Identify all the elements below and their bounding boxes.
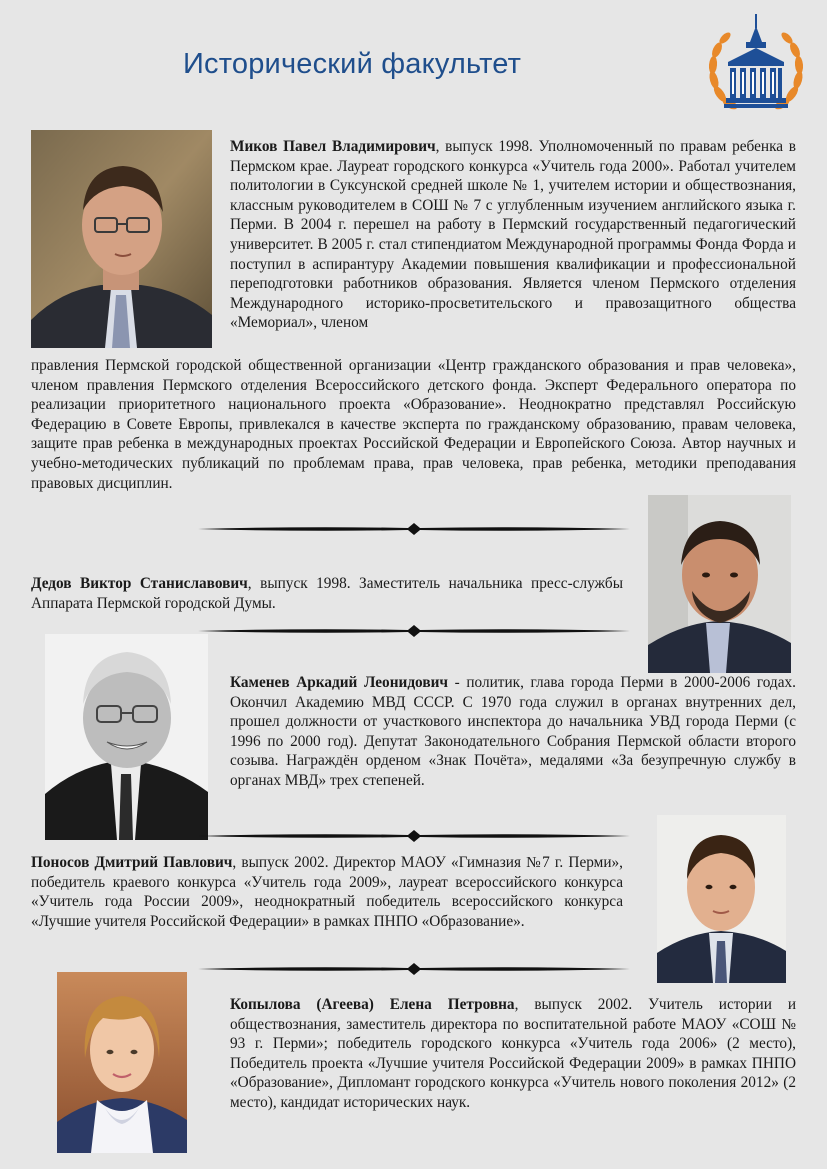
entry-name: Дедов Виктор Станиславович	[31, 575, 248, 592]
page-title: Исторический факультет	[183, 48, 522, 80]
portrait-kamenev	[45, 634, 208, 840]
entry-description: , выпуск 2002. Директор МАОУ «Гимназия №7 г. Перми», победитель краевого конкурса «Учитель года 2009», лауреат всероссийского конкурса «Учитель года России 2009», неоднократный победитель всероссийского конкурса «Лучшие учителя Российской Федерации» в рамках ПНПО «Образование».	[31, 854, 623, 930]
entry-name: Копылова (Агеева) Елена Петровна	[230, 996, 515, 1013]
ornamental-divider	[198, 963, 630, 975]
entry-description: , выпуск 2002. Учитель истории и обществознания, заместитель директора по воспитательной работе МАОУ «СОШ № 93 г. Перми»; победитель городского конкурса «Учитель года 2006» (2 место), Победитель проекта «Лучшие учителя Российской Федерации 2009» в рамках ПНПО «Образование», Дипломант городского конкурса «Учитель нового поколения 2012» (2 место), кандидат исторических наук.	[230, 996, 797, 1111]
entry-description-continued: правления Пермской городской общественной организации «Центр гражданского образования и прав человека», членом правления Пермского отделения Всероссийского детского фонда. Эксперт Федерального оператора по реализации приоритетного национального проекта «Образование». Неоднократно представлял Российскую Федерацию в Совете Европы, привлекался в качестве эксперта по гражданскому образованию, правам человека, защите прав ребенка в международных проектах Российской Федерации и Европейского Союза. Автор научных и учебно-методических публикаций по проблемам права, прав человека, прав ребенка, методики преподавания правовых дисциплин.	[31, 357, 796, 492]
entry-ponosov-text	[31, 853, 623, 931]
entry-kamenev-text	[230, 673, 796, 791]
portrait-ponosov	[657, 815, 786, 983]
entry-kopylova-text	[230, 995, 796, 1113]
entry-name: Поносов Дмитрий Павлович	[31, 854, 233, 871]
portrait-dedov	[648, 495, 791, 673]
entry-mikov-text-continued	[31, 356, 796, 493]
ornamental-divider	[198, 830, 630, 842]
university-building-laurel-icon	[706, 12, 806, 120]
ornamental-divider	[198, 523, 630, 535]
entry-dedov-text	[31, 574, 623, 613]
entry-mikov-text	[230, 137, 796, 333]
portrait-kopylova	[57, 972, 187, 1153]
ornamental-divider	[198, 625, 630, 637]
portrait-mikov	[31, 130, 212, 348]
entry-description: - политик, глава города Перми в 2000-2006 годах. Окончил Академию МВД СССР. С 1970 года служил в органах внутренних дел, прошел должности от участкового инспектора до начальника УВД города Перми (с 1996 по 2000 год). Депутат Законодательного Собрания Пермской области второго созыва. Награждён орденом «Знак Почёта», медалями «За безупречную службу в органах МВД» трех степеней.	[230, 674, 796, 789]
entry-name: Миков Павел Владимирович	[230, 138, 436, 155]
entry-description: , выпуск 1998. Уполномоченный по правам ребенка в Пермском крае. Лауреат городского конкурса «Учитель года 2000». Работал учителем политологии в Суксунской средней школе № 1, учителем истории и обществознания, классным руководителем в СОШ № 7 с углубленным изучением английского языка г. Перми. В 2004 г. перешел на работу в Пермский государственный педагогический университет. В 2005 г. стал стипендиатом Международной программы Фонда Форда и поступил в аспирантуру Академии повышения квалификации и профессиональной переподготовки работников образования. Является членом Пермского отделения Международного историко-просветительского и правозащитного общества «Мемориал», членом	[230, 138, 796, 332]
entry-description: , выпуск 1998. Заместитель начальника пресс-службы Аппарата Пермской городской Думы.	[31, 575, 623, 612]
entry-name: Каменев Аркадий Леонидович	[230, 674, 449, 691]
